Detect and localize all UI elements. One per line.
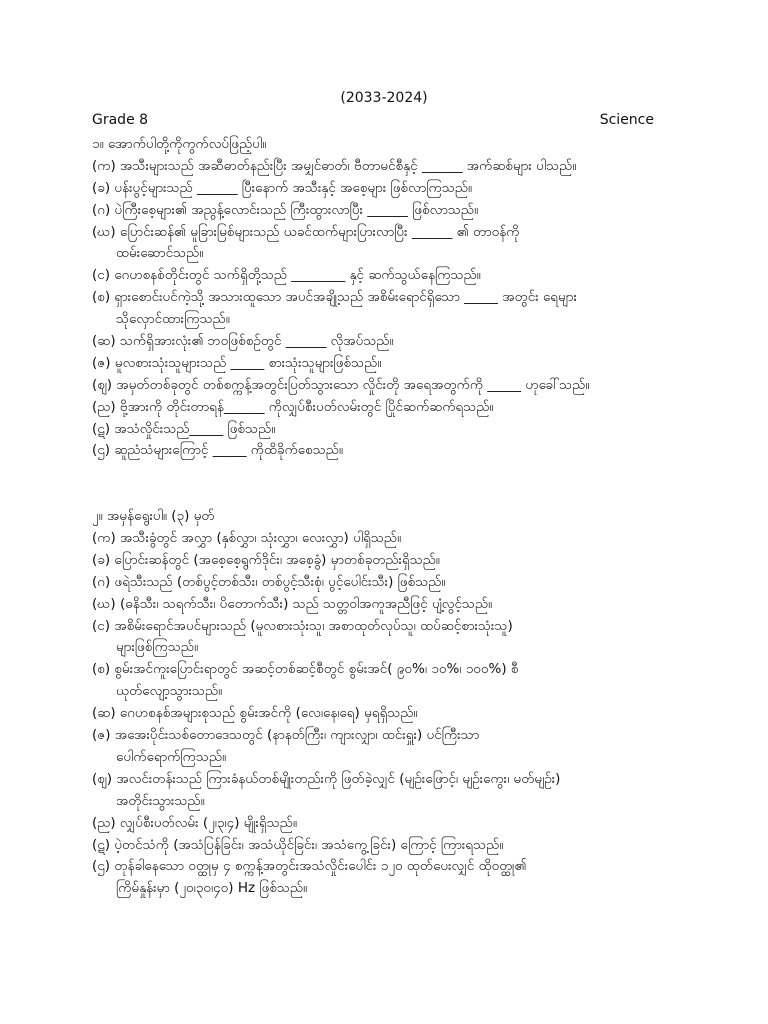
question-line: (ဈ) အမှတ်တစ်ခုတွင် တစ်စက္ကန့်အတွင်းပြတ်သွားသော လှိုင်းတို အရေအတွက်ကို _____ ဟုခေါ်သည်။ <box>92 376 590 393</box>
question-line: ယုတ်လျော့သွားသည်။ <box>116 683 223 700</box>
question-line: (ဋ) အသံလှိုင်းသည်_____ ဖြစ်သည်။ <box>92 420 276 437</box>
exam-year: (2033-2024) <box>340 90 428 106</box>
exam-content <box>92 134 692 900</box>
header-row <box>92 112 654 128</box>
question-line: (ခ) ပန်းပွင့်များသည် ______ ပြီးနောက် အသီးနှင့် အစေ့များ ဖြစ်လာကြသည်။ <box>92 179 473 196</box>
question-line: (စ) စွမ်းအင်ကူးပြောင်းရာတွင် အဆင့်တစ်ဆင့်စီတွင် စွမ်းအင်( ၉၀%၊ ၁၀%၊ ၁၀၀%) စီ <box>92 661 519 678</box>
question-line: ကြိမ်နှုန်းမှာ (၂၀၊၃၀၊၄၀) Hz ဖြစ်သည်။ <box>116 880 308 897</box>
question-line: ထမ်းဆောင်သည်။ <box>116 245 204 262</box>
question-line: (ဆ) သက်ရှိအားလုံး၏ ဘဝဖြစ်စဉ်တွင် ______ လိုအပ်သည်။ <box>92 333 394 350</box>
question-line: (ဇ) မူလစားသုံးသူများသည် _____ စားသုံးသူများဖြစ်သည်။ <box>92 354 382 371</box>
question-line: များဖြစ်ကြသည်။ <box>116 639 199 656</box>
question-line: (ဋ) ပဲ့တင်သံကို (အသံပြန်ခြင်း၊ အသံယိုင်ခြင်း၊ အသံကွေ့ခြင်း) ကြောင့် ကြားရသည်။ <box>92 836 504 853</box>
question-line: (ဆ) ဂေဟစနစ်အများစုသည် စွမ်းအင်ကို (လေ၊နေ၊ရေ) မှရရှိသည်။ <box>92 705 418 722</box>
question-line: ပေါက်ရောက်ကြသည်။ <box>116 748 227 765</box>
section1-questions <box>92 156 692 462</box>
section-gap <box>92 462 692 484</box>
question-line: (ဇ) အအေးပိုင်းသစ်တောဒေသတွင် (နာနတ်ကြီး၊ ကျားလျှာ၊ ထင်းရှူး) ပင်ကြီးသာ <box>92 727 480 744</box>
section-gap <box>92 484 692 506</box>
question-line: (ခ) ပြောင်းဆန်တွင် (အစေ့စေ့ရွက်ဒိုင်း၊ အစေ့ခွံ) မှာတစ်ခုတည်းရှိသည်။ <box>92 551 440 568</box>
question-line: (င) အစိမ်းရောင်အပင်များသည် (မူလစားသုံးသူ၊ အစာထုတ်လုပ်သူ၊ ထပ်ဆင့်စားသုံးသူ) <box>92 617 513 634</box>
question-line: (ည) လျှပ်စီးပတ်လမ်း (၂၊၃၊၄) မျိုးရှိသည်။ <box>92 814 297 831</box>
grade-label: Grade 8 <box>92 112 149 128</box>
question-line: (က) အသီးများသည် အဆီဓာတ်နည်းပြီး အမျှင်ဓာတ်၊ ဗီတာမင်စီနှင့် ______ အက်ဆစ်များ ပါသည်။ <box>92 157 577 174</box>
question-line: (ဃ) ပြောင်းဆန်၏ မူခြားမြစ်များသည် ယခင်ထက်များပြားလာပြီး ______ ၏ တာဝန်ကို <box>92 223 520 240</box>
question-line: (င) ဂေဟစနစ်တိုင်းတွင် သက်ရှိတို့သည် ________ နှင့် ဆက်သွယ်နေကြသည်။ <box>92 267 481 284</box>
question-line: (ဂ) ပဲကြီးစေ့များ၏ အညွန့်လောင်းသည် ကြီးထွားလာပြီး ______ ဖြစ်လာသည်။ <box>92 201 479 218</box>
section2-title: ၂။ အမှန်ရွေးပါ။ (၃) မှတ် <box>92 508 215 525</box>
question-line: (စ) ရှားစောင်းပင်ကဲ့သို့ အသားထူသော အပင်အချို့သည် အစိမ်းရောင်ရှိသော _____ အတွင်း ရေများ <box>92 289 577 306</box>
question-line: သိုလှောင်ထားကြသည်။ <box>116 311 230 328</box>
question-line: (ဂ) ဖရဲသီးသည် (တစ်ပွင့်တစ်သီး၊ တစ်ပွင့်သီးစုံ၊ ပွင့်ပေါင်းသီး) ဖြစ်သည်။ <box>92 573 446 590</box>
section1-title: ၁။ အောက်ပါတို့ကိုကွက်လပ်ဖြည့်ပါ။ <box>92 136 267 152</box>
question-line: အတိုင်းသွားသည်။ <box>116 792 205 809</box>
question-line: (ဈ) အလင်းတန်းသည် ကြားခံနယ်တစ်မျိုးတည်းကို ဖြတ်ခဲ့လျှင် (မျဉ်းဖြောင့်၊ မျဉ်းကွေး၊ မတ်မျဉ်း) <box>92 770 561 787</box>
subject-label: Science <box>599 112 654 128</box>
section2-questions <box>92 528 692 900</box>
question-line: (က) အသီးခွံတွင် အလွှာ (နှစ်လွှာ၊ သုံးလွှာ၊ လေးလွှာ) ပါရှိသည်။ <box>92 530 402 547</box>
question-line: (ဌ) တုန်ခါနေသော ဝတ္ထုမှ ၄ စက္ကန့်အတွင်းအသံလှိုင်းပေါင်း ၁၂၀ ထုတ်ပေးလျှင် ထိုဝတ္ထု၏ <box>92 858 527 875</box>
question-line: (ဃ) (ဓနိသီး၊ သရက်သီး၊ ပိတောက်သီး) သည် သတ္တဝါအကူအညီဖြင့် ပျံ့လွင့်သည်။ <box>92 595 493 612</box>
question-line: (ဌ) ဆူညံသံများကြောင့် _____ ကိုထိခိုက်စေသည်။ <box>92 442 343 459</box>
question-line: (ည) ဗို့အားကို တိုင်းတာရန်______ ကိုလျှပ်စီးပတ်လမ်းတွင် ပြိုင်ဆက်ဆက်ရသည်။ <box>92 398 494 415</box>
